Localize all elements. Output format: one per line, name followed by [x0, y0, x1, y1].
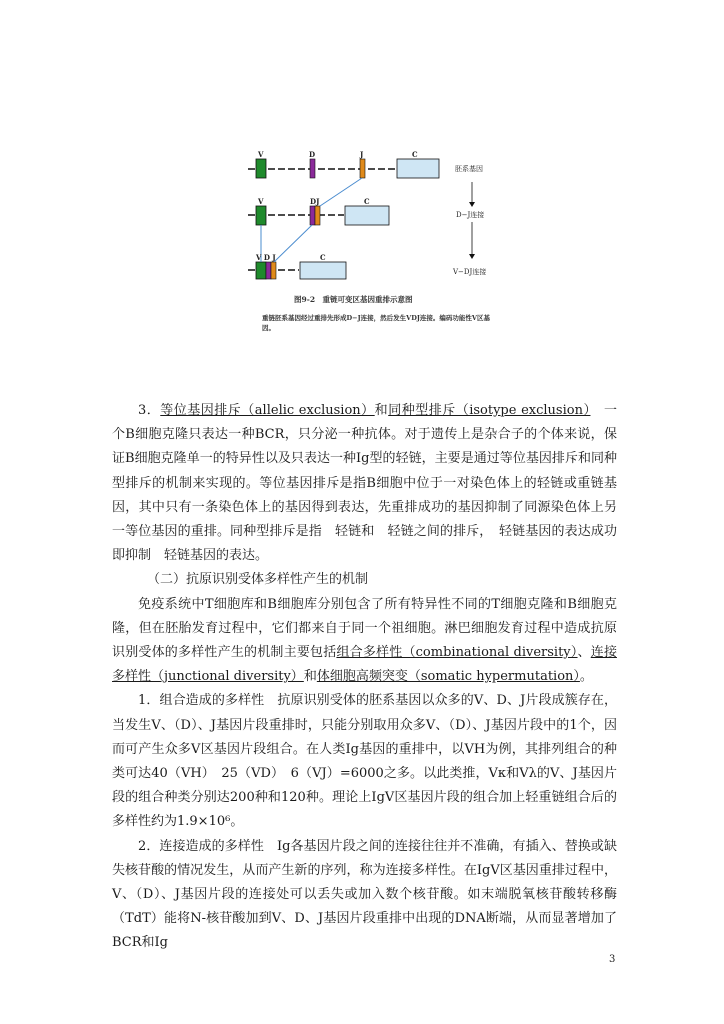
label-c: C	[412, 150, 418, 159]
step-vdj-label: V−DJ连接	[453, 268, 487, 276]
label-dj: DJ	[310, 197, 320, 206]
label-vdj: V D J	[256, 253, 276, 262]
vdj-j-segment	[271, 262, 276, 279]
dj-v-segment	[256, 206, 266, 225]
label-c-2: C	[364, 197, 370, 206]
label-d: D	[309, 150, 316, 159]
paragraph-body: 免疫系统中T细胞库和B细胞库分别包含了所有特异性不同的T细胞克隆和B细胞克隆，但在胚胎发育过程中，它们都来自于同一个祖细胞。淋巴细胞发育过程中造成抗原识别受体的多样性产生的机制主要包括	[112, 596, 617, 661]
label-v: V	[258, 150, 264, 159]
germline-v-segment	[256, 159, 266, 178]
dj-join-line	[320, 178, 362, 206]
figure-title: 图9-2 重链可变区基因重排示意图	[294, 295, 413, 304]
step-dj-label: D−J连接	[456, 211, 485, 219]
germline-d-segment	[310, 159, 315, 178]
conjunction: 和	[374, 403, 389, 418]
dj-c-segment	[345, 206, 389, 225]
label-j: J	[360, 150, 364, 159]
dj-d-segment	[310, 206, 315, 225]
germline-j-segment	[360, 159, 365, 178]
paragraph-body: 一个B细胞克隆只表达一种BCR，只分泌一种抗体。对于遗传上是杂合子的个体来说，保证B细胞克隆单一的特异性以及只表达一种Ig型的轻链，主要是通过等位基因排斥和同种型排斥的机制来实现的。等位基因排斥是指B细胞中位于一对染色体上的轻链或重链基因，其中只有一条染色体上的基因得到表达，先重排成功的基因抑制了同源染色体上另一等位基因的重排。同种型排斥是指 轻链和 轻链之间的排斥， 轻链基因的表达成功即抑制 轻链基因的表达。	[112, 403, 617, 564]
paragraph-number: 3．	[138, 403, 161, 418]
step-germline-label: 胚系基因	[455, 165, 483, 173]
section-title: （二）抗原识别受体多样性产生的机制	[147, 572, 369, 588]
paragraph-end: 。	[579, 669, 593, 685]
paragraph-junction: 2．连接造成的多样性 Ig各基因片段之间的连接往往并不准确，有插入、替换或缺失核苷酸的情况发生，从而产生新的序列，称为连接多样性。在IgV区基因重排过程中，V、（D）、J基因片段的连接处可以丢失或加入数个核苷酸。如末端脱氧核苷酸转移酶（TdT）能将N-核苷酸加到V、D、J基因片段重排中出现的DNA断端，从而显著增加了BCR和Ig	[112, 838, 617, 951]
separator: 、	[577, 645, 591, 661]
vdj-d-segment	[266, 262, 271, 279]
conjunction: 和	[303, 669, 317, 685]
vdj-v-segment	[256, 262, 266, 279]
step-arrow-1-head	[469, 202, 475, 207]
gene-rearrangement-figure	[244, 140, 504, 350]
paragraph-diversity	[112, 593, 617, 690]
page-number: 3	[609, 954, 616, 965]
paragraph-exclusion	[112, 399, 617, 568]
label-c-3: C	[320, 253, 326, 262]
term-isotype-exclusion: 同种型排斥（isotype exclusion）	[388, 403, 591, 418]
term-combinational-diversity: 组合多样性（combinational diversity）	[336, 645, 578, 661]
vdj-join-line	[274, 225, 312, 262]
term-junctional-diversity: 连接多样性（junctional diversity）	[112, 645, 617, 685]
vdj-c-segment	[300, 262, 346, 279]
body-text	[112, 399, 617, 956]
dj-j-segment	[315, 206, 320, 225]
germline-c-segment	[397, 159, 439, 178]
label-v-2: V	[258, 197, 264, 206]
term-allelic-exclusion: 等位基因排斥（allelic exclusion）	[160, 403, 375, 418]
step-arrow-2-head	[469, 254, 475, 259]
term-somatic-hypermutation: 体细胞高频突变（somatic hypermutation）	[316, 669, 580, 685]
figure-caption: 重链胚系基因经过重排先形成D−J连接，然后发生VDJ连接。编码功能性V区基因。	[262, 314, 490, 332]
paragraph-combination: 1．组合造成的多样性 抗原识别受体的胚系基因以众多的V、D、J片段成簇存在，当发生V、（D）、J基因片段重排时，只能分别取用众多V、（D）、J基因片段中的1个，因而可产生众多V区基因片段组合。在人类Ig基因的重排中，以VH为例，其排列组合的种类可达40（VH） 25（VD） 6（VJ）=6000之多。以此类推，Vκ和Vλ的V、J基因片段的组合种类分别达200种和120种。理论上IgV区基因片段的组合加上轻重链组合后的多样性约为1.9×10⁶。	[112, 693, 617, 830]
